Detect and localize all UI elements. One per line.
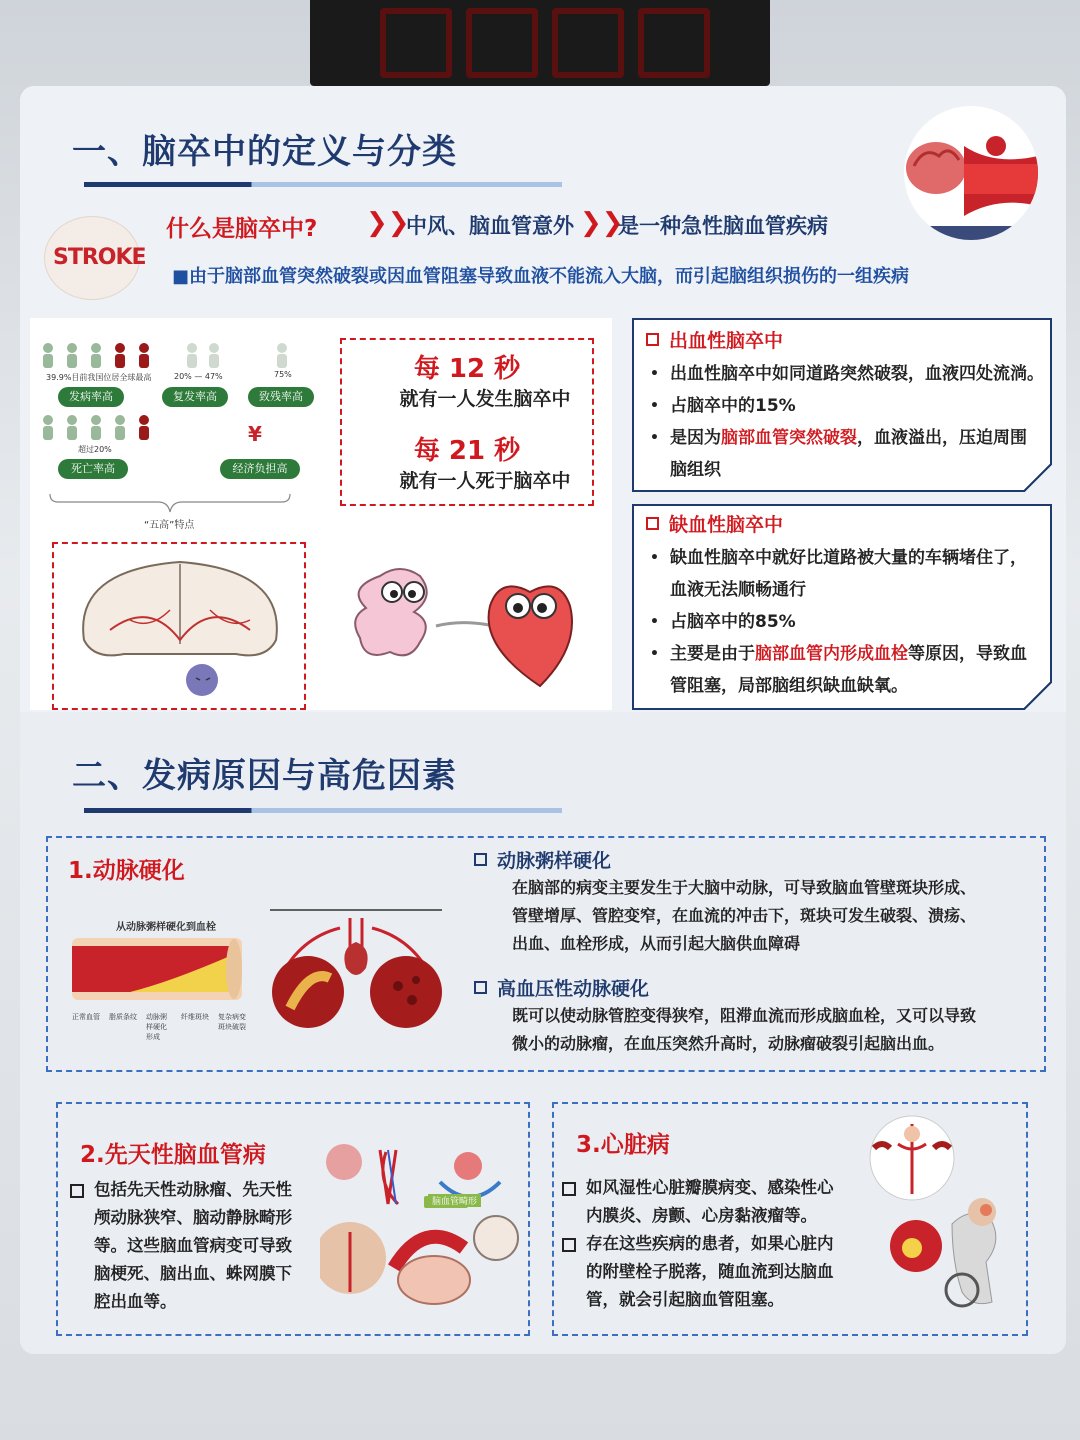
hypertensive-sclerosis-title: 高血压性动脉硬化 [474,974,649,1001]
stage-label: 脂质条纹 [109,1013,137,1021]
cartoon-heart-intestine-illustration [340,556,600,706]
pill-disability: 致残率高 [248,387,314,407]
heart-line: 如风湿性心脏瓣膜病变、感染性心 [562,1174,862,1202]
five-high-caption: “五高”特点 [144,520,195,531]
hypertensive-line: 微小的动脉瘤，在血压突然升高时，动脉瘤破裂引起脑出血。 [512,1034,945,1053]
ischemic-bullet-1: • 缺血性脑卒中就好比道路被大量的车辆堵住了， [644,542,1048,574]
stroke-logo [44,216,146,300]
atherosclerosis-title: 动脉粥样硬化 [474,846,611,873]
ischemic-bullet-1-cont: 血液无法顺畅通行 [670,580,806,600]
artery-diagram-title: 从动脉粥样硬化到血栓 [116,922,216,933]
brain-vessel-image [904,106,1038,240]
congenital-line: 包括先天性动脉瘤、先天性 [70,1176,320,1204]
heart-line: 存在这些疾病的患者，如果心脏内 [562,1230,862,1258]
congenital-line: 脑梗死、脑出血、蛛网膜下 [94,1264,292,1283]
stroke-description: ■由于脑部血管突然破裂或因血管阻塞导致血液不能流入大脑，而引起脑组织损伤的一组疾病 [172,266,910,287]
stat-every-21-seconds: 每 21 秒 [413,436,521,466]
congenital-list [70,1176,320,1316]
stroke-logo-text: STROKE [53,245,146,270]
heart-disease-list [562,1174,862,1314]
pill-mortality: 死亡率高 [58,459,128,479]
stage-label: 正常血管 [72,1013,100,1021]
hypertensive-sclerosis-text [512,1002,1042,1058]
chevron-right-icon: ❯❯ [366,208,410,238]
checkbox-icon [474,981,487,994]
ischemic-bullet-3-cont: 管阻塞，局部脑组织缺血缺氧。 [670,676,908,696]
hemorrhagic-bullet-2: • 占脑卒中的15% [644,390,1048,422]
hemorrhagic-bullet-3-cont: 脑组织 [670,460,721,480]
stat-onset-text: 就有一人发生脑卒中 [399,388,571,410]
five-high-note-1: 39.9%目前我国位居全球最高 [46,373,152,382]
ischemic-bullets [644,542,1048,702]
stroke-definition: 是一种急性脑血管疾病 [618,214,828,238]
five-high-note-2: 20% — 47% [174,372,223,381]
section1-heading-underline [84,182,562,187]
ischemic-bullet-2: • 占脑卒中的85% [644,606,1048,638]
stroke-alias: 中风、脑血管意外 [406,214,574,238]
section2-heading: 二、发病原因与高危因素 [72,756,457,796]
chevron-right-icon: ❯❯ [580,208,624,238]
ischemic-bullet-3: • 主要是由于脑部血管内形成血栓等原因，导致血 [644,638,1048,670]
cause3-title: 3.心脏病 [576,1132,670,1158]
hemorrhagic-bullet-1: • 出血性脑卒中如同道路突然破裂，血液四处流淌。 [644,358,1048,390]
hemorrhagic-bullet-3: • 是因为脑部血管突然破裂，血液溢出，压迫周围 [644,422,1048,454]
cause2-title: 2.先天性脑血管病 [80,1142,266,1168]
stat-every-12-seconds: 每 12 秒 [413,354,521,384]
pill-economic-burden: 经济负担高 [220,459,300,479]
checkbox-icon [646,333,659,346]
congenital-line: 颅动脉狭窄、脑动静脉畸形 [94,1208,292,1227]
congenital-line: 等。这些脑血管病变可导致 [94,1236,292,1255]
heart-embolism-illustration [862,1114,1022,1310]
brain-cross-section-illustration [70,550,290,700]
five-high-note-4: 超过20% [78,445,112,454]
heart-line: 的附壁栓子脱落，随血流到达脑血 [586,1262,834,1281]
stage-label: 纤维斑块 [181,1013,209,1021]
yuan-icon: ¥ [248,422,262,446]
wall-clock-image [310,0,770,86]
atherosclerosis-line: 在脑部的病变主要发生于大脑中动脉，可导致脑血管壁斑块形成、 [512,878,977,897]
stage-label: 复杂病变斑块破裂 [218,1013,246,1031]
hemorrhagic-bullets [644,358,1048,486]
ischemic-title: 缺血性脑卒中 [646,510,783,537]
malformation-label: 脑血管畸形 [428,1194,481,1207]
hemorrhagic-title: 出血性脑卒中 [646,326,783,353]
five-high-figure [36,330,318,532]
what-is-stroke-question: 什么是脑卒中? [166,216,318,242]
pill-incidence: 发病率高 [58,387,124,407]
hypertensive-line: 既可以使动脉管腔变得狭窄，阻滞血流而形成脑血栓，又可以导致 [512,1006,977,1025]
atherosclerosis-text [512,874,1042,958]
checkbox-icon [646,517,659,530]
atherosclerosis-line: 出血、血栓形成，从而引起大脑供血障碍 [512,934,801,953]
stat-death-text: 就有一人死于脑卒中 [399,470,571,492]
atherosclerosis-line: 管壁增厚、管腔变窄，在血流的冲击下，斑块可发生破裂、溃疡、 [512,906,977,925]
stage-label: 动脉粥样硬化形成 [146,1013,167,1041]
heart-line: 内膜炎、房颤、心房黏液瘤等。 [586,1206,817,1225]
section2-heading-underline [84,808,562,813]
artery-stage-labels [72,1012,248,1042]
cerebrovascular-malformation-illustration [320,1142,520,1308]
heart-line: 管，就会引起脑血管阻塞。 [586,1290,784,1309]
section1-heading: 一、脑卒中的定义与分类 [72,132,457,172]
congenital-line: 腔出血等。 [94,1292,177,1311]
pill-recurrence: 复发率高 [162,387,228,407]
heart-artery-illustration [270,908,444,1034]
five-high-note-3: 75% [274,370,292,379]
cause1-title: 1.动脉硬化 [68,858,185,884]
checkbox-icon [474,853,487,866]
artery-plaque-diagram [70,934,244,1004]
